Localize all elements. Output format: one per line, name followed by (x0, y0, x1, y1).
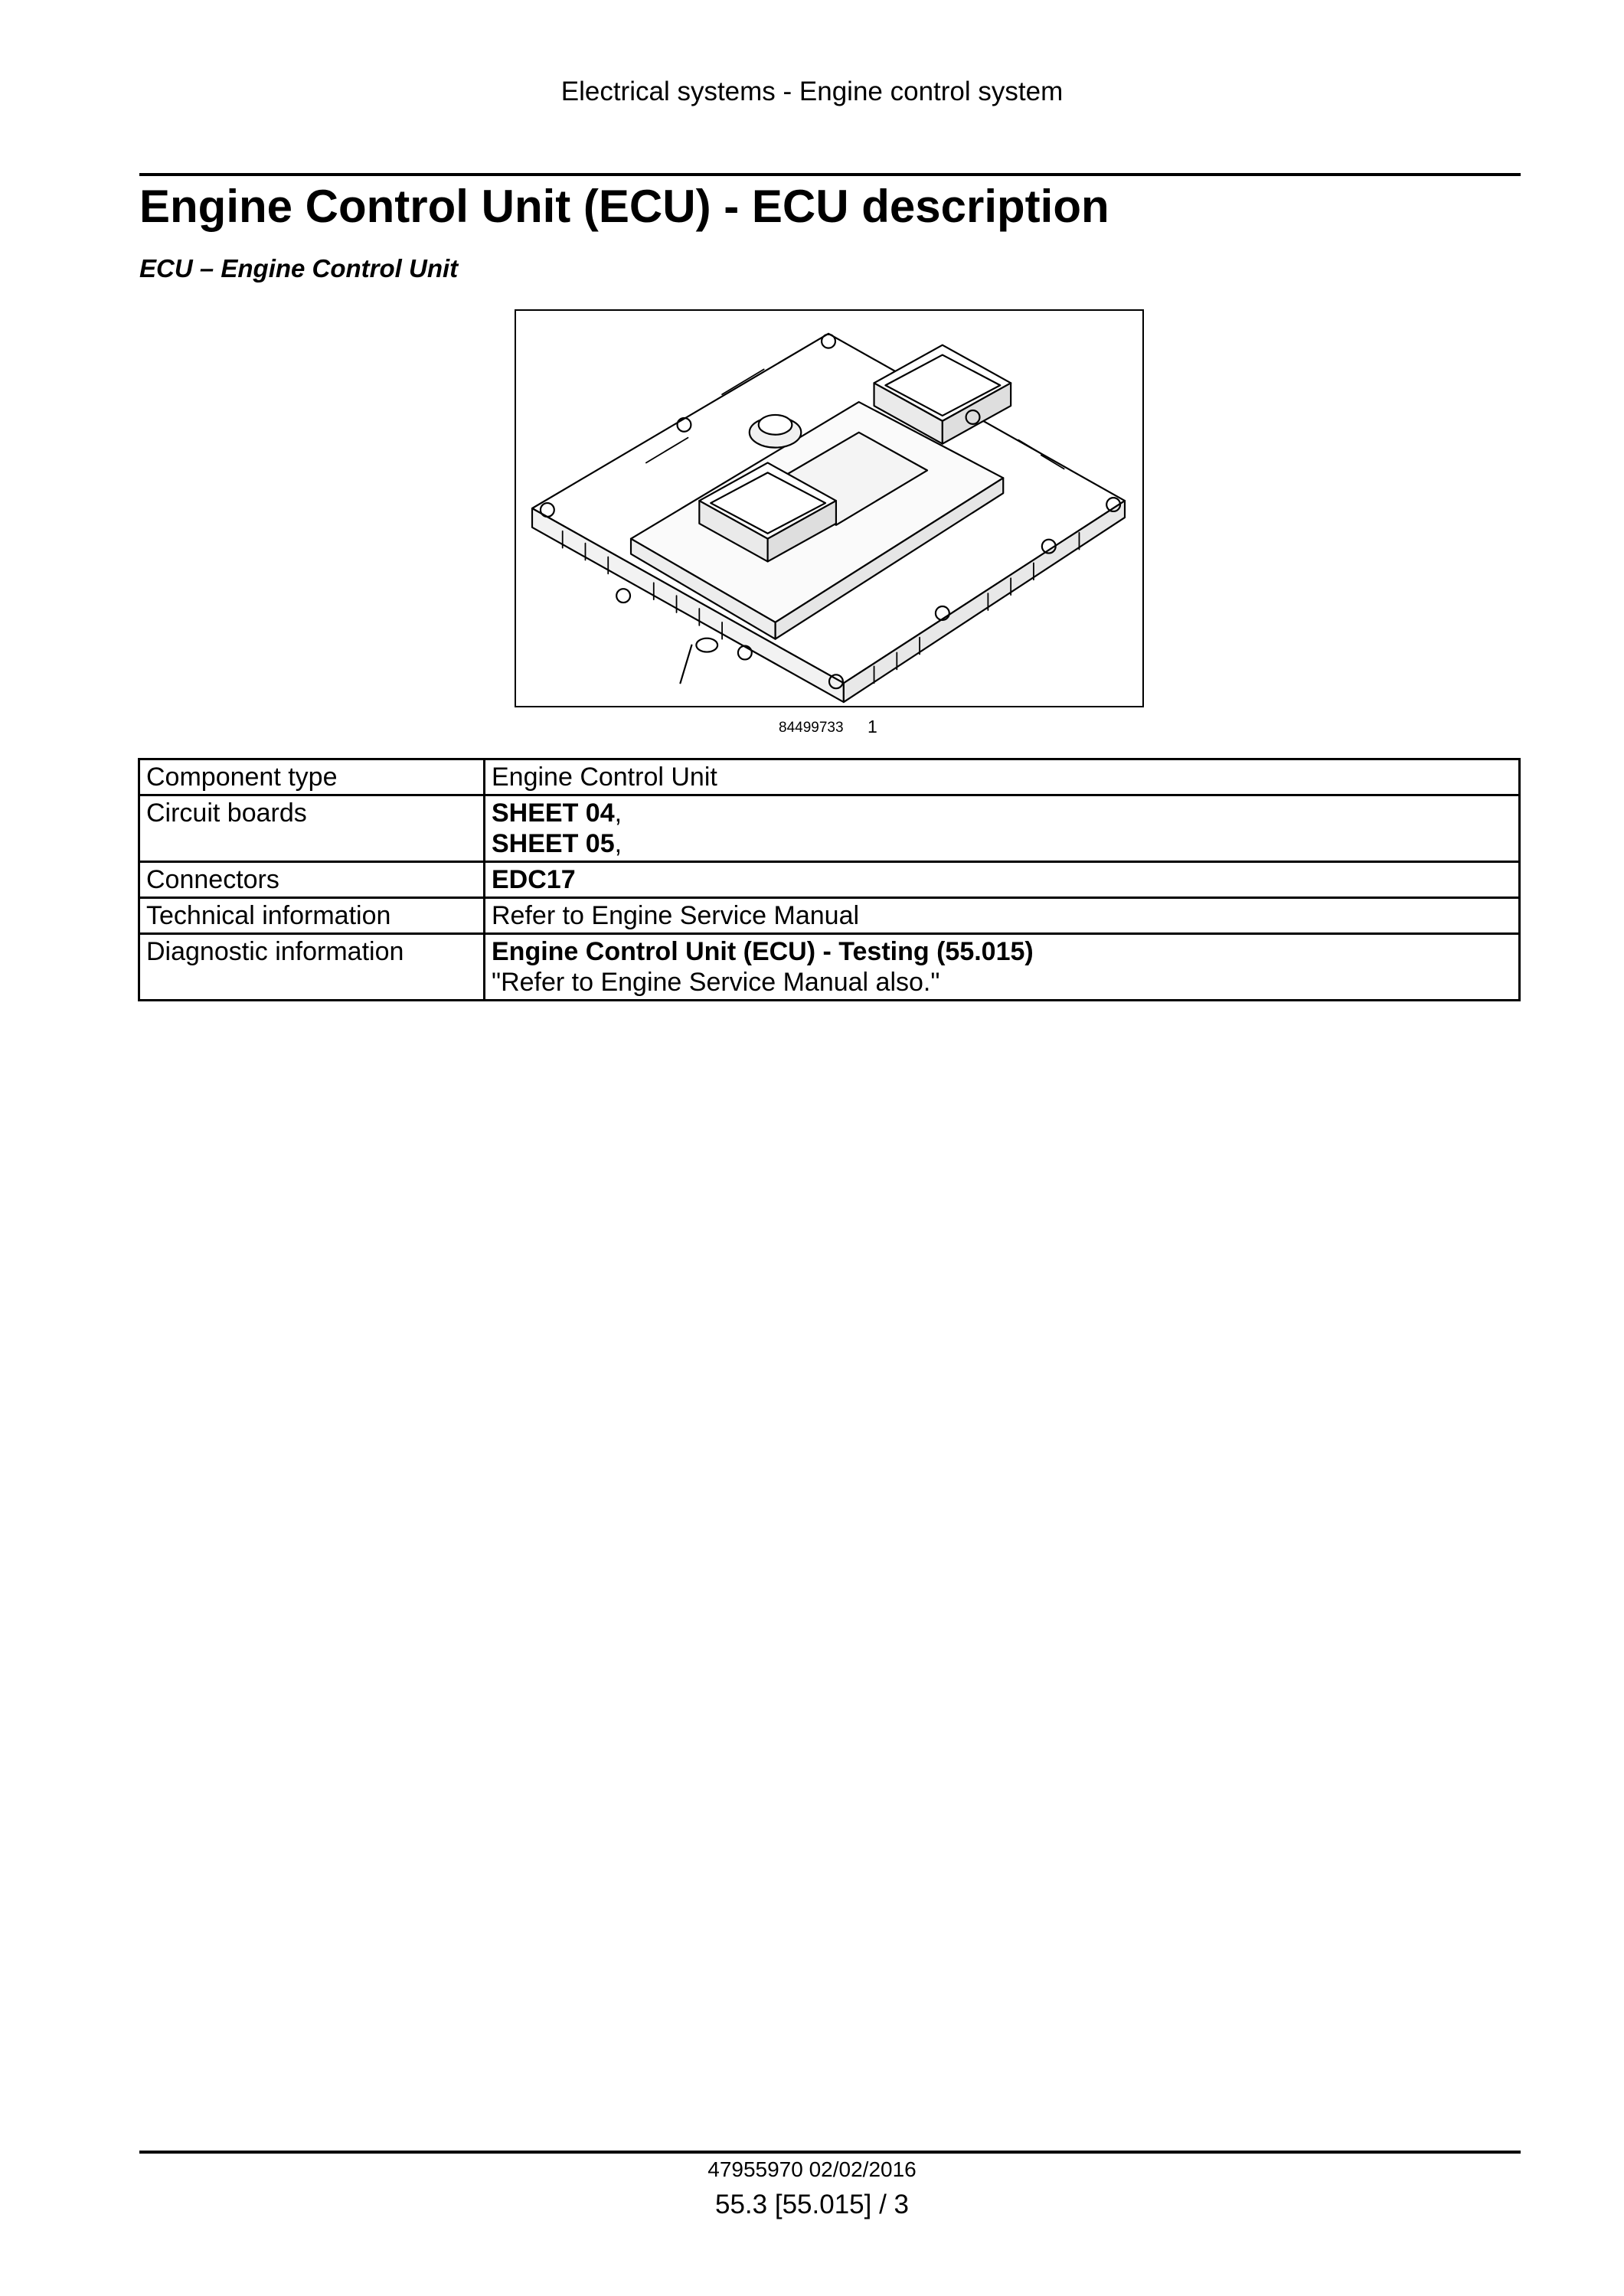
table-row (139, 795, 1520, 862)
row-label: Circuit boards (139, 795, 485, 862)
table-row (139, 862, 1520, 898)
row-label: Technical information (139, 898, 485, 934)
ecu-illustration (516, 311, 1142, 706)
row-value (485, 862, 1520, 898)
component-info-table (138, 758, 1521, 1001)
row-value: Engine Control Unit (485, 759, 1520, 795)
connector-link[interactable]: EDC17 (492, 865, 576, 894)
row-label: Component type (139, 759, 485, 795)
table-row (139, 934, 1520, 1001)
table-row (139, 759, 1520, 795)
section-subtitle: ECU – Engine Control Unit (139, 254, 459, 283)
running-header: Electrical systems - Engine control system (560, 77, 1064, 106)
footer-rule (139, 2151, 1521, 2154)
row-value: SHEET 04, SHEET 05, (485, 795, 1520, 862)
row-value: Refer to Engine Service Manual (485, 898, 1520, 934)
row-value: Engine Control Unit (ECU) - Testing (55.015) "Refer to Engine Service Manual also." (485, 934, 1520, 1001)
sheet-link[interactable]: SHEET 05 (492, 829, 615, 858)
table-row (139, 898, 1520, 934)
figure-number: 1 (868, 717, 877, 736)
row-label: Diagnostic information (139, 934, 485, 1001)
ecu-figure (515, 309, 1144, 707)
figure-id: 84499733 (779, 720, 844, 736)
testing-link[interactable]: Engine Control Unit (ECU) - Testing (55.015) (492, 937, 1034, 966)
footer-doc-ref: 47955970 02/02/2016 (707, 2157, 917, 2181)
footer-page-ref: 55.3 [55.015] / 3 (715, 2190, 909, 2219)
page-title: Engine Control Unit (ECU) - ECU description (139, 181, 1109, 232)
row-label: Connectors (139, 862, 485, 898)
header-rule (139, 173, 1521, 176)
sheet-link[interactable]: SHEET 04 (492, 799, 615, 828)
